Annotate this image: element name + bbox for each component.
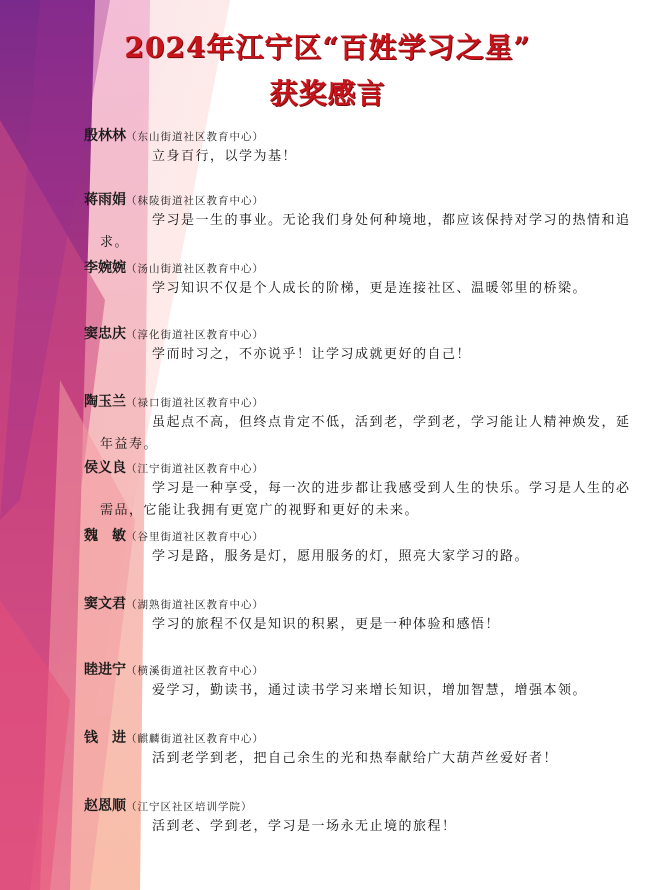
quote-text: 学习是一生的事业。无论我们身处何种境地，都应该保持对学习的热情和追求。 <box>100 213 631 250</box>
entry <box>84 124 644 168</box>
person-name: 李婉婉 <box>84 260 126 276</box>
entry <box>84 456 644 522</box>
person-name: 窦忠庆 <box>84 326 126 342</box>
quote-text: 爱学习，勤读书，通过读书学习来增长知识，增加智慧，增强本领。 <box>152 683 588 698</box>
organization: （东山街道社区教育中心） <box>126 131 264 143</box>
person-name: 魏 敏 <box>84 528 126 544</box>
organization: （秣陵街道社区教育中心） <box>126 195 264 207</box>
organization: （禄口街道社区教育中心） <box>126 397 264 409</box>
entry <box>84 322 644 366</box>
quote-text: 学而时习之，不亦说乎！让学习成就更好的自己！ <box>152 347 472 362</box>
page-subtitle: 获奖感言 <box>269 77 386 110</box>
person-name: 钱 进 <box>84 730 126 746</box>
person-name: 殷林林 <box>84 128 126 144</box>
organization: （江宁街道社区教育中心） <box>126 463 264 475</box>
quote-text: 虽起点不高，但终点肯定不低，活到老，学到老，学习能让人精神焕发，延年益寿。 <box>100 415 631 452</box>
entry <box>84 726 644 770</box>
quote-text: 活到老学到老，把自己余生的光和热奉献给广大葫芦丝爱好者！ <box>152 751 559 766</box>
entry <box>84 256 644 300</box>
person-name: 侯义良 <box>84 460 126 476</box>
entry <box>84 794 644 838</box>
quote-text: 立身百行，以学为基！ <box>152 149 298 164</box>
organization: （江宁区社区培训学院） <box>126 801 253 813</box>
entry <box>84 188 644 254</box>
organization: （汤山街道社区教育中心） <box>126 263 264 275</box>
entry <box>84 592 644 636</box>
person-name: 陶玉兰 <box>84 394 126 410</box>
organization: （淳化街道社区教育中心） <box>126 329 264 341</box>
entry <box>84 658 644 702</box>
quote-text: 活到老、学到老，学习是一场永无止境的旅程！ <box>152 819 457 834</box>
quote-text: 学习是路，服务是灯，愿用服务的灯，照亮大家学习的路。 <box>152 549 530 564</box>
person-name: 睦进宁 <box>84 662 126 678</box>
page-title: 2024年江宁区“百姓学习之星” <box>124 31 531 64</box>
entry <box>84 524 644 568</box>
quote-text: 学习是一种享受，每一次的进步都让我感受到人生的快乐。学习是人生的必需品，它能让我拥有更宽广的视野和更好的未来。 <box>100 481 631 518</box>
organization: （谷里街道社区教育中心） <box>126 531 264 543</box>
person-name: 窦文君 <box>84 596 126 612</box>
person-name: 赵恩顺 <box>84 798 126 814</box>
quote-text: 学习知识不仅是个人成长的阶梯，更是连接社区、温暖邻里的桥梁。 <box>152 281 588 296</box>
quote-text: 学习的旅程不仅是知识的积累，更是一种体验和感悟！ <box>152 617 501 632</box>
person-name: 蒋雨娟 <box>84 192 126 208</box>
organization: （横溪街道社区教育中心） <box>126 665 264 677</box>
organization: （湖熟街道社区教育中心） <box>126 599 264 611</box>
entry <box>84 390 644 456</box>
organization: （麒麟街道社区教育中心） <box>126 733 264 745</box>
